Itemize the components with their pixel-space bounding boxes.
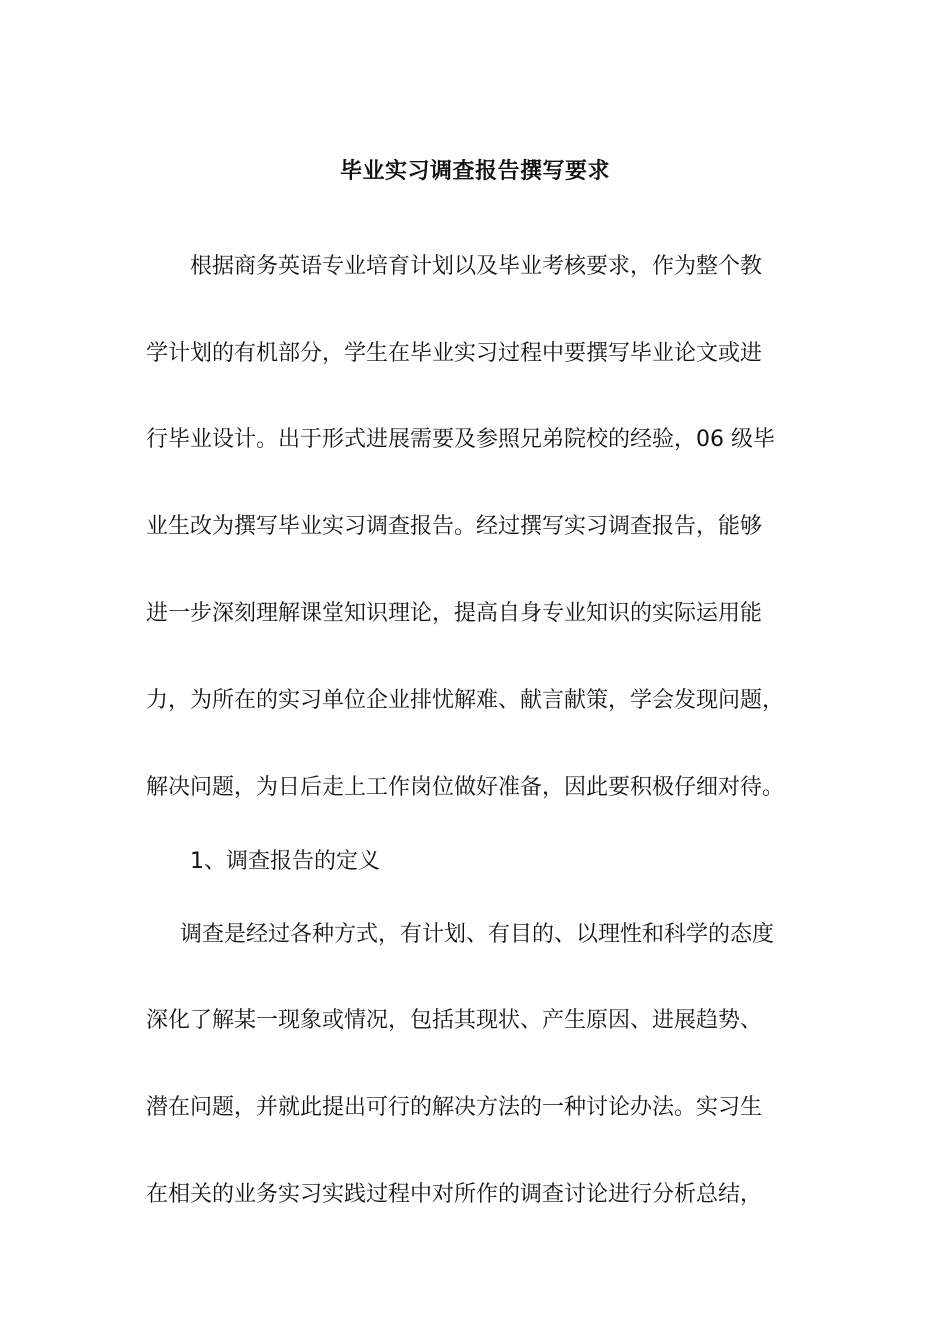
paragraph-line: 调查是经过各种方式，有计划、有目的、以理性和科学的态度 <box>180 922 775 947</box>
paragraph-line: 根据商务英语专业培育计划以及毕业考核要求，作为整个教 <box>190 254 763 279</box>
paragraph-line: 力，为所在的实习单位企业排忧解难、献言献策，学会发现问题， <box>146 688 785 713</box>
paragraph-line: 解决问题，为日后走上工作岗位做好准备，因此要积极仔细对待。 <box>146 775 785 800</box>
document-title: 毕业实习调查报告撰写要求 <box>339 159 610 184</box>
paragraph-line: 行毕业设计。出于形式进展需要及参照兄弟院校的经验，06 级毕 <box>146 427 775 452</box>
paragraph-line: 业生改为撰写毕业实习调查报告。经过撰写实习调查报告，能够 <box>146 514 763 539</box>
paragraph-line: 在相关的业务实习实践过程中对所作的调查讨论进行分析总结， <box>146 1182 763 1207</box>
paragraph-line: 学计划的有机部分，学生在毕业实习过程中要撰写毕业论文或进 <box>146 341 763 366</box>
section-heading: 1、调查报告的定义 <box>190 849 380 874</box>
paragraph-line: 进一步深刻理解课堂知识理论，提高自身专业知识的实际运用能 <box>146 601 763 626</box>
paragraph-line: 深化了解某一现象或情况，包括其现状、产生原因、进展趋势、 <box>146 1008 763 1033</box>
paragraph-line: 潜在问题，并就此提出可行的解决方法的一种讨论办法。实习生 <box>146 1095 763 1120</box>
